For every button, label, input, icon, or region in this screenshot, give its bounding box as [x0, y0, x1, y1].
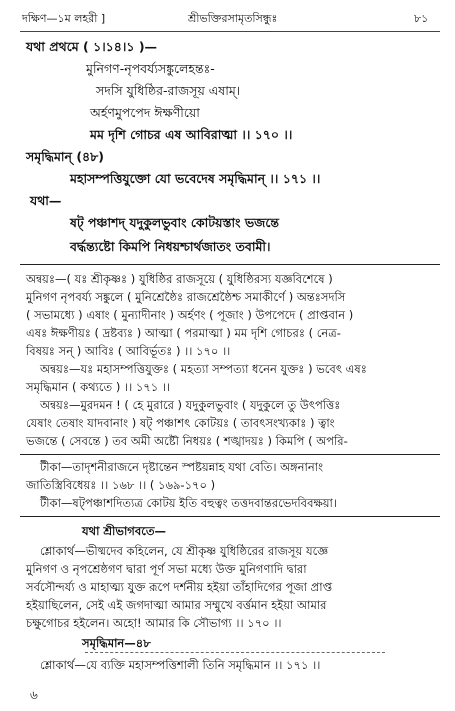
tika-line: জাতিস্ত্রিবিধেয়ঃ ।। ১৬৮ ।। ( ১৬৯-১৭০ ) [26, 478, 216, 492]
commentary-line: অন্বয়ঃ—মুরদমন ! ( হে মুরারে ) যদুকুলভুবাং ( যদুকুলে তু উৎপত্তিঃ [40, 398, 341, 412]
section-heading: সমৃদ্ধিমান্ (৪৮) [26, 149, 104, 164]
commentary-line: এষঃ ঈক্ষণীয়ঃ ( দ্রষ্টব্যঃ ) আত্মা ( পরমাত্মা ) মম দৃশি গোচরঃ ( নেত্র- [26, 326, 341, 340]
translation-line: সর্বসৌন্দর্য্য ও মাহাত্ম্য যুক্ত রূপে দর্শনীয় হইয়া তাঁহাদিগের পূজা প্রাপ্ত [26, 580, 333, 594]
section-rule [20, 516, 440, 517]
translation-line: শ্লোকার্থ—যে ব্যক্তি মহাসম্পত্তিশালী তিনি সমৃদ্ধিমান ।। ১৭১ ।। [40, 658, 321, 672]
verse-line: সদসি যুধিষ্ঠির-রাজসূয় এষাম্। [96, 83, 241, 98]
verse-line: অর্হণমুপপেদ ঈক্ষণীয়ো [90, 105, 200, 120]
section-heading: যথা শ্রীভাগবতে— [82, 524, 166, 538]
commentary-line: অন্বয়ঃ—যঃ মহাসম্পত্তিযুক্তঃ ( মহত্যা সম্পত্যা ধনেন যুক্তঃ ) ভবেৎ এষঃ [40, 362, 367, 376]
commentary-line: ( সভামধ্যে ) এষাং ( মুন্যাদীনাং ) অর্হণং ( পূজাং ) উপপেদে ( প্রাপ্তবান ) [26, 308, 354, 322]
section-heading: সমৃদ্ধিমান—৪৮ [82, 636, 151, 650]
footer-signature: ৬ [30, 688, 38, 702]
translation-line: মুনিগণ ও নৃপশ্রেষ্ঠগণ দ্বারা পূর্ণ সভা মধ্যে উক্ত মুনিগণাদি দ্বারা [26, 562, 307, 576]
tika-line: টীকা—ষট্পঞ্চাশদিত্যত্র কোটয় ইতি বহুত্বং তত্তদবান্তরভেদবিবক্ষয়া। [40, 496, 338, 510]
header-title: শ্রীভক্তিরসামৃতসিন্ধুঃ [188, 12, 278, 25]
tika-line: টীকা—তাদৃশনীরাজনে দৃষ্টান্তেন স্পষ্টয়ন্নাহ যথা বেতি। অঙ্গনানাং [40, 460, 324, 474]
translation-line: শ্লোকার্থ—ভীষ্মদেব কহিলেন, যে শ্রীকৃষ্ণ যুধিষ্ঠিরের রাজসূয় যজ্ঞে [40, 544, 329, 558]
verse-line: মুনিগণ-নৃপবর্য্যসঙ্কুলেহন্তঃ- [86, 61, 215, 76]
page-number: ৮১ [414, 12, 429, 25]
verse-line: ষট্ পঞ্চাশদ্ যদুকুলভুবাং কোটয়স্তাং ভজন্তে [70, 215, 279, 230]
commentary-line: বিষয়ঃ সন্ ) আবিঃ ( আবির্ভূতঃ ) ।। ১৭০ ।। [26, 344, 231, 358]
section-rule [20, 264, 440, 265]
verse-line: মম দৃশি গোচর এষ আবিরাত্মা ।। ১৭০ ।। [90, 127, 293, 142]
header-left: দক্ষিণ—১ম লহরী ] [22, 12, 106, 25]
section-rule [20, 454, 440, 455]
translation-line: চক্ষুগোচর হইলেন। অহো! আমার কি সৌভাগ্য ।। ১৭০ ।। [26, 616, 282, 630]
commentary-line: যেষাং তেষাং যাদবানাং ) ষট্ পঞ্চাশৎ কোটয়ঃ ( তাবৎসংখ্যকাঃ ) ত্বাং [26, 416, 335, 430]
commentary-line: অন্বয়ঃ—( যঃ শ্রীকৃষ্ণঃ ) যুধিষ্ঠির রাজসূয়ে ( যুধিষ্ঠিরস্য যজ্ঞবিশেষে ) [26, 272, 333, 286]
verse-reference: যথা প্রথমে ( ১।১৪।১ )— [26, 39, 158, 54]
translation-line: হইয়াছিলেন, সেই এই জগদাত্মা আমার সম্মুখে বর্ত্তমান হইয়া আমার [26, 598, 327, 612]
definition-line: মহাসম্পত্তিযুক্তো যো ভবেদেষ সমৃদ্ধিমান্ ।। ১৭১ ।। [70, 171, 321, 186]
commentary-line: ভজন্তে ( সেবন্তে ) তব অমী অষ্টৌ নিধয়ঃ ( শঙ্খাদয়ঃ ) কিমপি ( অপরি- [26, 434, 348, 448]
divider [85, 652, 385, 653]
commentary-line: সমৃদ্ধিমান ( কথ্যতে ) ।। ১৭১ ।। [26, 380, 171, 394]
verse-line: বর্দ্ধন্ত্যষ্টো কিমপি নিধয়শ্চার্থজাতং তবামী। [70, 239, 271, 254]
header-rule [20, 31, 440, 32]
example-label: যথা— [30, 193, 62, 208]
commentary-line: মুনিগণ নৃপবর্য্য সঙ্কুলে ( মুনিশ্রেষ্ঠৈঃ রাজশ্রেষ্ঠৈশ্চ সমাকীর্ণে ) অন্তঃসদসি [26, 290, 346, 304]
